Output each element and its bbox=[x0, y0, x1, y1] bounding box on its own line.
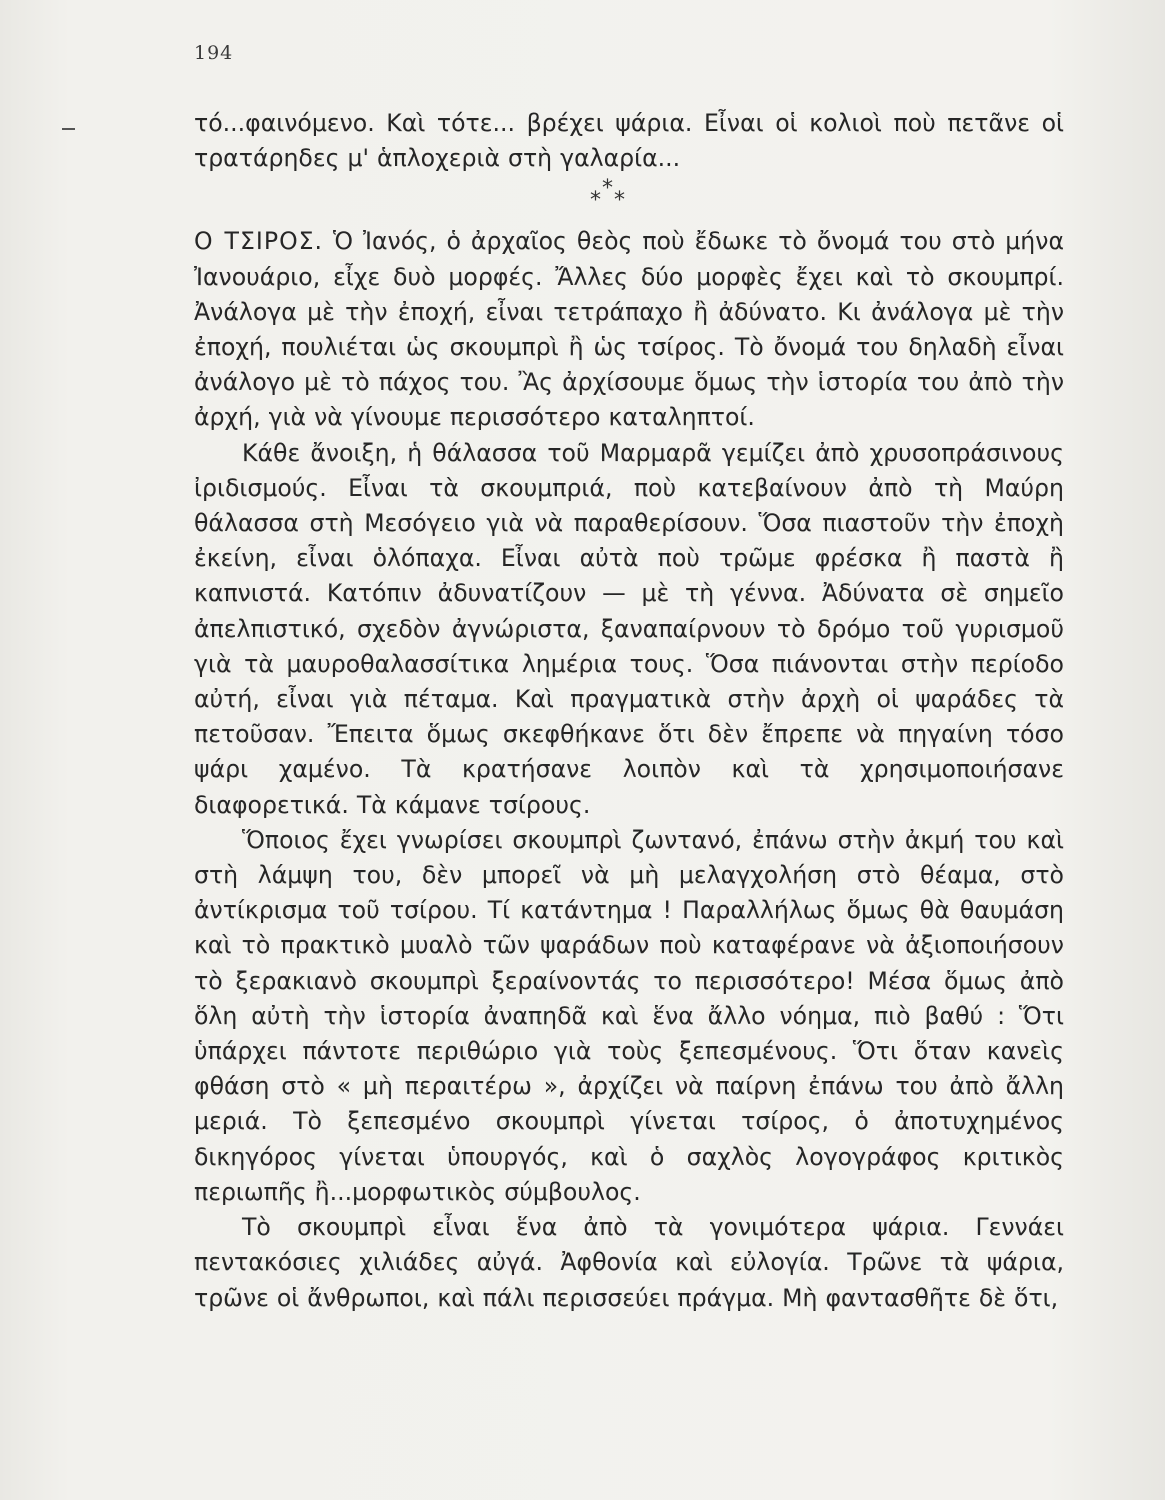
paragraph-continuation: τό...φαινόμενο. Καὶ τότε... βρέχει ψάρια. Εἶναι οἱ κολιοὶ ποὺ πετᾶνε οἱ τρατάρηδες μ' ἁπλοχεριὰ στὴ γαλαρία... bbox=[194, 109, 1064, 173]
page-number: 194 bbox=[194, 42, 234, 64]
paragraph-fertility: Τὸ σκουμπρὶ εἶναι ἕνα ἀπὸ τὰ γονιμότερα ψάρια. Γεννάει πεντακόσιες χιλιάδες αὐγά. Ἀφθονία καὶ εὐλογία. Τρῶνε τὰ ψάρια, τρῶνε οἱ ἄνθρωποι, καὶ πάλι περισσεύει πράγμα. Μὴ φαντασθῆτε δὲ ὅτι, bbox=[194, 1213, 1064, 1312]
section-title: Ο ΤΣΙΡΟΣ. bbox=[194, 227, 324, 256]
asterism-star-right: * bbox=[614, 188, 625, 214]
asterism-star-top: * bbox=[602, 176, 613, 202]
paragraph-spring: Κάθε ἄνοιξη, ἡ θάλασσα τοῦ Μαρμαρᾶ γεμίζει ἀπὸ χρυσοπράσινους ἰριδισμούς. Εἶναι τὰ σκουμπριά, ποὺ κατεβαίνουν ἀπὸ τὴ Μαύρη θάλασσα στὴ Μεσόγειο γιὰ νὰ παραθερίσουν. Ὅσα πιαστοῦν τὴν ἐποχὴ ἐκείνη, εἶναι ὁλόπαχα. Εἶναι αὐτὰ ποὺ τρῶμε φρέσκα ἢ παστὰ ἢ καπνιστά. Κατόπιν ἀδυνατίζουν — μὲ τὴ γέννα. Ἀδύνατα σὲ σημεῖο ἀπελπιστικό, σχεδὸν ἀγνώριστα, ξαναπαίρνουν τὸ δρόμο τοῦ γυρισμοῦ γιὰ τὰ μαυροθαλασσίτικα λημέρια τους. Ὅσα πιάνονται στὴν περίοδο αὐτή, εἶναι γιὰ πέταμα. Καὶ πραγματικὰ στὴν ἀρχὴ οἱ ψαράδες τὰ πετοῦσαν. Ἔπειτα ὅμως σκεφθήκανε ὅτι δὲν ἔπρεπε νὰ πηγαίνη τόσο ψάρι χαμένο. Τὰ κρατήσανε λοιπὸν καὶ τὰ χρησιμοποιήσανε διαφορετικά. Τὰ κάμανε τσίρους. bbox=[194, 438, 1064, 819]
margin-mark bbox=[62, 128, 75, 130]
body-text bbox=[194, 106, 1064, 1316]
asterism-star-left: * bbox=[590, 188, 601, 214]
asterism-separator bbox=[194, 176, 1064, 224]
paragraph-tsiros bbox=[194, 224, 1064, 435]
paragraph-tsiros-body: Ὁ Ἰανός, ὁ ἀρχαῖος θεὸς ποὺ ἔδωκε τὸ ὄνομά του στὸ μήνα Ἰανουάριο, εἶχε δυὸ μορφές. Ἄλλες δύο μορφὲς ἔχει καὶ τὸ σκουμπρί. Ἀνάλογα μὲ τὴν ἐποχή, εἶναι τετράπαχο ἢ ἀδύνατο. Κι ἀνάλογα μὲ τὴν ἐποχή, πουλιέται ὡς σκουμπρὶ ἢ ὡς τσίρος. Τὸ ὄνομά του δηλαδὴ εἶναι ἀνάλογο μὲ τὸ πάχος του. Ἂς ἀρχίσουμε ὅμως τὴν ἱστορία του ἀπὸ τὴν ἀρχή, γιὰ νὰ γίνουμε περισσότερο καταληπτοί. bbox=[194, 227, 1064, 432]
paragraph-reflection: Ὅποιος ἔχει γνωρίσει σκουμπρὶ ζωντανό, ἐπάνω στὴν ἀκμή του καὶ στὴ λάμψη του, δὲν μπορεῖ νὰ μὴ μελαγχολήση στὸ θέαμα, στὸ ἀντίκρισμα τοῦ τσίρου. Τί κατάντημα ! Παραλλήλως ὅμως θὰ θαυμάση καὶ τὸ πρακτικὸ μυαλὸ τῶν ψαράδων ποὺ καταφέρανε νὰ ἀξιοποιήσουν τὸ ξερακιανὸ σκουμπρὶ ξεραίνοντάς το περισσότερο! Μέσα ὅμως ἀπὸ ὅλη αὐτὴ τὴν ἱστορία ἀναπηδᾶ καὶ ἕνα ἄλλο νόημα, πιὸ βαθύ : Ὅτι ὑπάρχει πάντοτε περιθώριο γιὰ τοὺς ξεπεσμένους. Ὅτι ὅταν κανεὶς φθάση στὸ « μὴ περαιτέρω », ἀρχίζει νὰ παίρνη ἐπάνω του ἀπὸ ἄλλη μεριά. Τὸ ξεπεσμένο σκουμπρὶ γίνεται τσίρος, ὁ ἀποτυχημένος δικηγόρος γίνεται ὑπουργός, καὶ ὁ σαχλὸς λογογράφος κριτικὸς περιωπῆς ἢ...μορφωτικὸς σύμβουλος. bbox=[194, 825, 1064, 1206]
